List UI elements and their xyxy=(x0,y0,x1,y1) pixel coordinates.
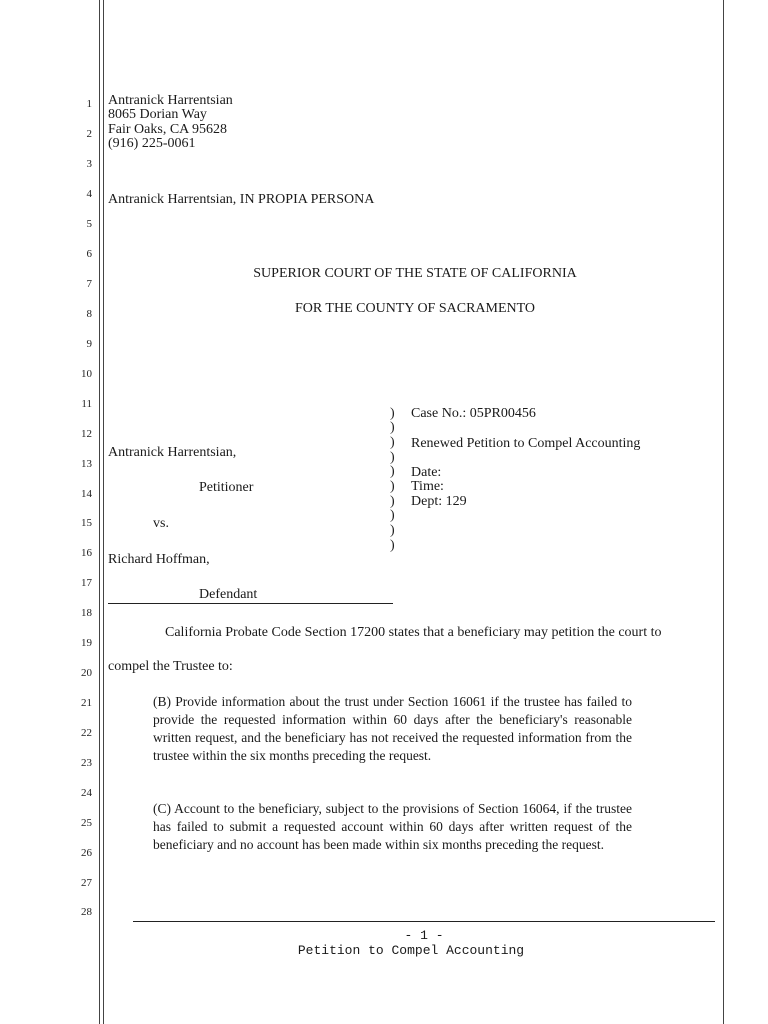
intro-line-1: California Probate Code Section 17200 states that a beneficiary may petition the court to xyxy=(165,625,662,640)
footer-title: Petition to Compel Accounting xyxy=(297,943,525,958)
line-number: 21 xyxy=(81,697,92,709)
line-number: 26 xyxy=(81,847,92,859)
line-number: 15 xyxy=(81,517,92,529)
defendant-role: Defendant xyxy=(199,587,258,602)
line-number: 20 xyxy=(81,667,92,679)
caption-paren: ) xyxy=(390,538,395,553)
left-margin-rule-outer xyxy=(99,0,100,1024)
line-number: 11 xyxy=(81,398,92,410)
line-number: 17 xyxy=(81,577,92,589)
court-county: FOR THE COUNTY OF SACRAMENTO xyxy=(294,301,536,316)
caption-paren: ) xyxy=(390,420,395,435)
caption-paren: ) xyxy=(390,406,395,421)
line-number: 9 xyxy=(86,338,92,350)
line-number: 28 xyxy=(81,906,92,918)
line-number: 23 xyxy=(81,757,92,769)
line-number: 13 xyxy=(81,458,92,470)
left-margin-rule-inner xyxy=(103,0,104,1024)
line-number: 5 xyxy=(86,218,92,230)
hearing-time-label: Time: xyxy=(411,479,444,494)
caption-paren: ) xyxy=(390,494,395,509)
line-number: 22 xyxy=(81,727,92,739)
line-number: 14 xyxy=(81,488,92,500)
line-number: 10 xyxy=(81,368,92,380)
document-title: Renewed Petition to Compel Accounting xyxy=(411,436,641,451)
line-number: 3 xyxy=(86,158,92,170)
caption-paren: ) xyxy=(390,464,395,479)
caption-bottom-rule xyxy=(108,603,393,604)
line-number: 27 xyxy=(81,877,92,889)
versus-text: vs. xyxy=(153,516,169,531)
line-number: 25 xyxy=(81,817,92,829)
attorney-line: Antranick Harrentsian, IN PROPIA PERSONA xyxy=(108,192,375,207)
party-address-line1: 8065 Dorian Way xyxy=(108,107,207,122)
petitioner-name: Antranick Harrentsian, xyxy=(108,445,237,460)
footer-rule xyxy=(133,921,715,922)
case-number: Case No.: 05PR00456 xyxy=(411,406,536,421)
line-number: 24 xyxy=(81,787,92,799)
line-number: 1 xyxy=(86,98,92,110)
petitioner-role: Petitioner xyxy=(199,480,254,495)
caption-paren: ) xyxy=(390,508,395,523)
caption-paren: ) xyxy=(390,479,395,494)
page-number: - 1 - xyxy=(404,928,444,943)
paragraph-b: (B) Provide information about the trust under Section 16061 if the trustee has failed to provide the requested information within 60 days after the beneficiary's reasonable written request, and the beneficiary has not received the requested information from the trustee within the six months preceding the request. xyxy=(153,694,632,763)
line-number: 16 xyxy=(81,547,92,559)
paragraph-c: (C) Account to the beneficiary, subject to the provisions of Section 16064, if the trustee has failed to submit a requested account within 60 days after written request of the beneficiary and no account has been made within six months preceding the request. xyxy=(153,801,632,852)
line-number: 8 xyxy=(86,308,92,320)
defendant-name: Richard Hoffman, xyxy=(108,552,210,567)
line-number: 4 xyxy=(86,188,92,200)
caption-paren: ) xyxy=(390,450,395,465)
line-number: 6 xyxy=(86,248,92,260)
caption-paren: ) xyxy=(390,435,395,450)
line-number: 19 xyxy=(81,637,92,649)
party-phone: (916) 225-0061 xyxy=(108,136,196,151)
court-title: SUPERIOR COURT OF THE STATE OF CALIFORNIA xyxy=(253,266,577,281)
line-number: 18 xyxy=(81,607,92,619)
intro-line-2: compel the Trustee to: xyxy=(108,659,233,674)
line-number: 7 xyxy=(86,278,92,290)
hearing-date-label: Date: xyxy=(411,465,442,480)
hearing-dept: Dept: 129 xyxy=(411,494,467,509)
caption-paren: ) xyxy=(390,523,395,538)
party-name: Antranick Harrentsian xyxy=(108,93,233,108)
line-number: 2 xyxy=(86,128,92,140)
line-number: 12 xyxy=(81,428,92,440)
right-margin-rule xyxy=(723,0,724,1024)
party-address-line2: Fair Oaks, CA 95628 xyxy=(108,122,227,137)
